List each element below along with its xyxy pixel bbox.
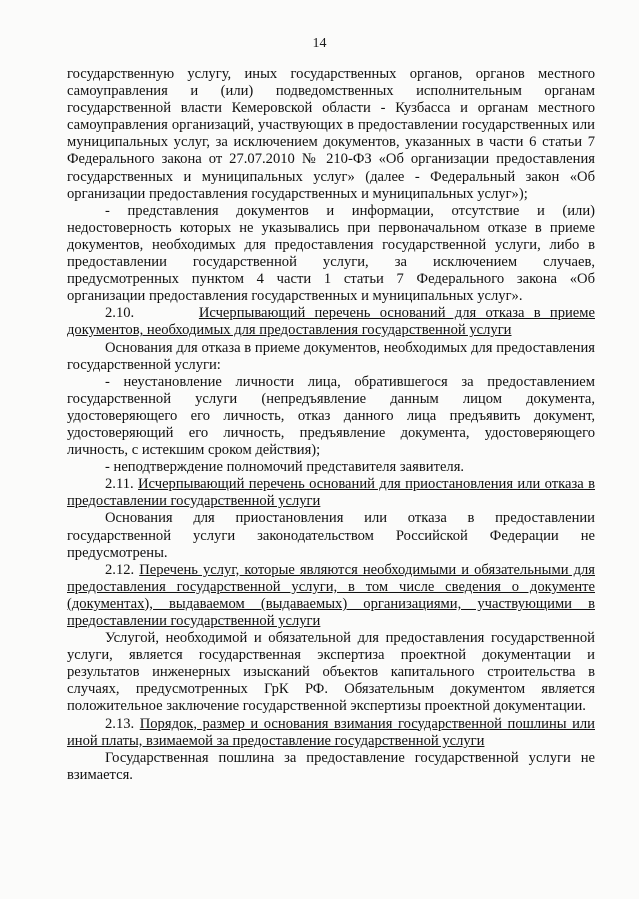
paragraph-list-item: - неподтверждение полномочий представителя заявителя.	[105, 459, 465, 476]
section-heading-2-13	[67, 716, 595, 750]
paragraph-continuation: государственную услугу, иных государственных органов, органов местного самоуправления и (или) подведомственных исполнительным органам государственной власти Кемеровской области - Кузбасса и органам местного самоуправления организаций, участвующих в предоставлении государственных или муниципальных услуг, за исключением документов, указанных в части 6 статьи 7 Федерального закона от 27.07.2010 № 210-ФЗ «Об организации предоставления государственных и муниципальных услуг» (далее - Федеральный закон «Об организации предоставления государственных и муниципальных услуг»);	[67, 66, 595, 202]
page-number: 14	[312, 36, 327, 51]
paragraph: Основания для приостановления или отказа в предоставлении государственной услуги законодательством Российской Федерации не предусмотрены.	[67, 510, 595, 561]
section-title: Перечень услуг, которые являются необходимыми и обязательными для предоставления государственной услуги, в том числе сведения о документе (документах), выдаваемом (выдаваемых) организациями, участвующими в предоставлении государственной услуги	[67, 561, 595, 629]
section-heading-2-11	[67, 476, 595, 510]
section-title: Исчерпывающий перечень оснований для приостановления или отказа в предоставлении государственной услуги	[67, 476, 595, 510]
paragraph: Услугой, необходимой и обязательной для предоставления государственной услуги, является государственная экспертиза проектной документации и результатов инженерных изысканий объектов капитального строительства в случаях, предусмотренных ГрК РФ. Обязательным документом является положительное заключение государственной экспертизы проектной документации.	[67, 630, 595, 715]
paragraph: Государственная пошлина за предоставление государственной услуги не взимается.	[67, 749, 595, 783]
section-number: 2.10.	[105, 305, 135, 322]
section-number: 2.13.	[105, 715, 135, 732]
section-title: Порядок, размер и основания взимания государственной пошлины или иной платы, взимаемой за предоставление государственной услуги	[67, 715, 595, 749]
section-number: 2.11.	[105, 476, 134, 493]
paragraph: Основания для отказа в приеме документов, необходимых для предоставления государственной услуги:	[67, 339, 595, 373]
section-title: Исчерпывающий перечень оснований для отказа в приеме документов, необходимых для предоставления государственной услуги	[67, 305, 595, 339]
section-number: 2.12.	[105, 561, 135, 578]
paragraph-list-item: - неустановление личности лица, обратившегося за предоставлением государственной услуги (непредъявление данным лицом документа, удостоверяющего его личность, отказ данного лица предъявить документ, удостоверяющий его личность, предъявление документа, удостоверяющего личность, с истекшим сроком действия);	[67, 373, 595, 459]
section-heading-2-12	[67, 562, 595, 630]
document-body	[67, 66, 595, 784]
section-heading-2-10	[67, 305, 595, 339]
paragraph-list-item: - представления документов и информации, отсутствие и (или) недостоверность которых не указывались при первоначальном отказе в приеме документов, необходимых для предоставления государственной услуги, либо в предоставлении государственной услуги, за исключением случаев, предусмотренных пунктом 4 части 1 статьи 7 Федерального закона «Об организации предоставления государственных и муниципальных услуг».	[67, 202, 595, 305]
